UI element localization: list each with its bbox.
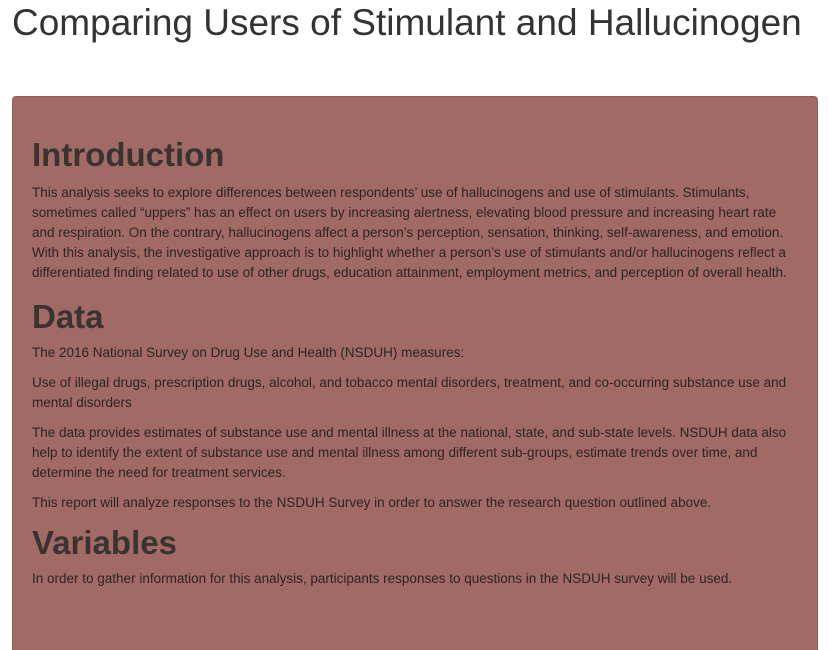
introduction-paragraph: This analysis seeks to explore differences between respondents’ use of hallucinogens and use of stimulants. Stimulants, sometimes called “uppers” has an effect on users by increasing alertness, elevating blood pressure and increasing heart rate and respiration. On the contrary, hallucinogens affect a person’s perception, sensation, thinking, self-awareness, and emotion. With this analysis, the investigative approach is to highlight whether a person’s use of stimulants and/or hallucinogens reflect a differentiated finding related to use of other drugs, education attainment, employment metrics, and perception of overall health. <box>32 185 787 280</box>
data-paragraph-4: This report will analyze responses to the NSDUH Survey in order to answer the research question outlined above. <box>32 495 712 510</box>
data-heading: Data <box>32 298 104 335</box>
content-panel <box>12 96 818 650</box>
variables-heading: Variables <box>32 524 177 561</box>
variables-paragraph: In order to gather information for this analysis, participants responses to questions in the NSDUH survey will be used. <box>32 571 733 586</box>
data-paragraph-2: Use of illegal drugs, prescription drugs, alcohol, and tobacco mental disorders, treatment, and co-occurring substance use and mental disorders <box>32 375 787 410</box>
introduction-heading: Introduction <box>32 136 225 173</box>
data-paragraph-1: The 2016 National Survey on Drug Use and Health (NSDUH) measures: <box>32 345 465 360</box>
page-title: Comparing Users of Stimulant and Hallucinogen <box>12 2 802 43</box>
data-paragraph-3: The data provides estimates of substance use and mental illness at the national, state, and sub-state levels. NSDUH data also help to identify the extent of substance use and mental illness among different sub-groups, estimate trends over time, and determine the need for treatment services. <box>32 425 787 480</box>
